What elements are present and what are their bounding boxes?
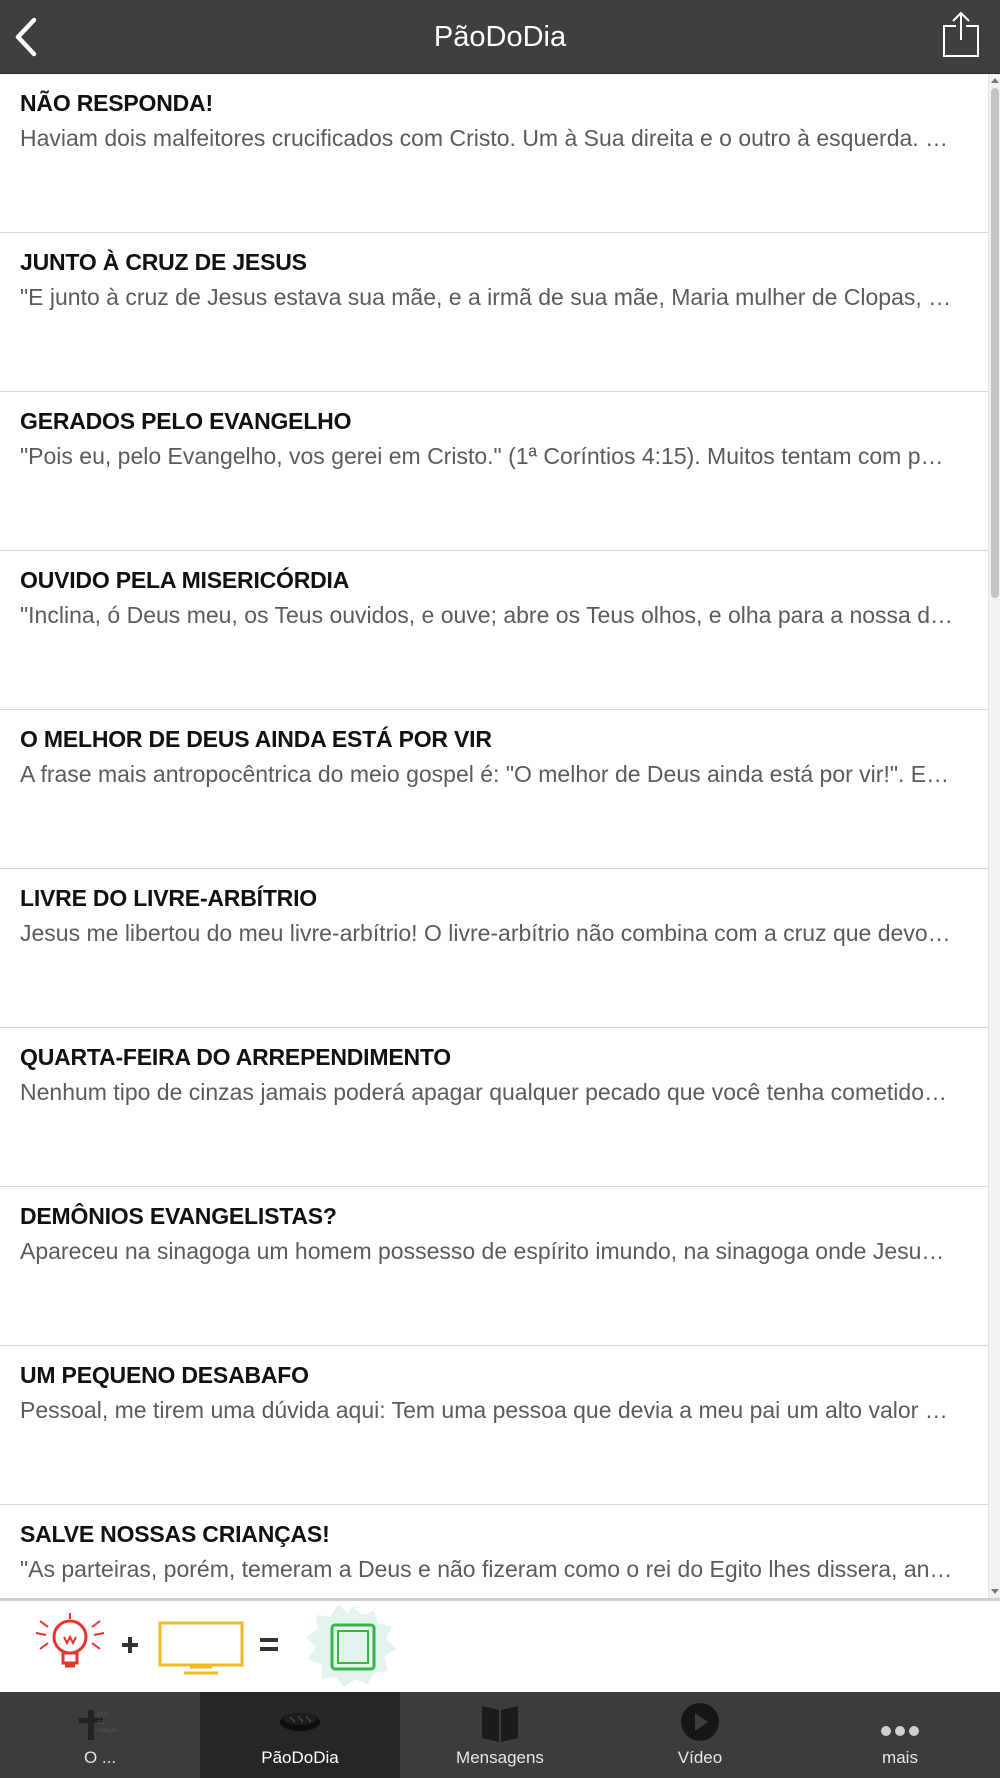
list-item[interactable] [0, 869, 988, 1028]
scroll-up-arrow-icon[interactable] [991, 78, 999, 83]
item-title: JUNTO À CRUZ DE JESUS [20, 249, 307, 275]
tab-video[interactable] [600, 1692, 800, 1778]
item-excerpt: A frase mais antropocêntrica do meio gospel é: "O melhor de Deus ainda está por vir!". E… [20, 761, 950, 787]
book-icon [470, 1698, 530, 1744]
item-excerpt: Nenhum tipo de cinzas jamais poderá apagar qualquer pecado que você tenha cometido… [20, 1079, 947, 1105]
item-excerpt: "E junto à cruz de Jesus estava sua mãe, e a irmã de sua mãe, Maria mulher de Clopas, … [20, 284, 952, 310]
item-excerpt: Haviam dois malfeitores crucificados com Cristo. Um à Sua direita e o outro à esquerda. … [20, 125, 949, 151]
tab-mensagens[interactable] [400, 1692, 600, 1778]
tab-label: Mensagens [456, 1748, 544, 1767]
tab-bar [0, 1692, 1000, 1778]
tab-label: mais [882, 1748, 918, 1767]
chevron-left-icon [8, 12, 52, 62]
svg-text:cruz: cruz [97, 1712, 109, 1718]
item-excerpt: Jesus me libertou do meu livre-arbítrio! O livre-arbítrio não combina com a cruz que devo… [20, 920, 951, 946]
item-excerpt: Pessoal, me tirem uma dúvida aqui: Tem uma pessoa que devia a meu pai um alto valor … [20, 1397, 948, 1423]
plus-icon [122, 1637, 138, 1653]
item-excerpt: "Inclina, ó Deus meu, os Teus ouvidos, e ouve; abre os Teus olhos, e olha para a nossa d… [20, 602, 953, 628]
list-item[interactable] [0, 551, 988, 710]
lightbulb-icon [36, 1613, 104, 1666]
list-item[interactable] [0, 1505, 988, 1598]
page-title: PãoDoDia [433, 21, 567, 53]
item-title: UM PEQUENO DESABAFO [20, 1362, 309, 1388]
list-item[interactable] [0, 233, 988, 392]
list-scrollbar[interactable] [988, 74, 1000, 1598]
item-title: GERADOS PELO EVANGELHO [20, 408, 352, 434]
nav-bar [0, 0, 1000, 74]
list-item[interactable] [0, 1187, 988, 1346]
tab-o[interactable] [0, 1692, 200, 1778]
item-title: QUARTA-FEIRA DO ARREPENDIMENTO [20, 1044, 452, 1070]
play-icon [670, 1698, 730, 1744]
item-title: O MELHOR DE DEUS AINDA ESTÁ POR VIR [20, 726, 492, 752]
monitor-icon [160, 1623, 242, 1673]
list-item[interactable] [0, 1028, 988, 1187]
share-icon [940, 10, 984, 60]
list-item[interactable] [0, 710, 988, 869]
item-excerpt: "Pois eu, pelo Evangelho, vos gerei em Cristo." (1ª Coríntios 4:15). Muitos tentam com p… [20, 443, 944, 469]
list-item[interactable] [0, 74, 988, 233]
bread-icon [270, 1698, 330, 1744]
tab-label: PãoDoDia [261, 1748, 339, 1767]
item-title: SALVE NOSSAS CRIANÇAS! [20, 1521, 330, 1547]
item-title: DEMÔNIOS EVANGELISTAS? [20, 1203, 337, 1229]
scroll-thumb[interactable] [991, 88, 999, 598]
list-item[interactable] [0, 1346, 988, 1505]
item-excerpt: "As parteiras, porém, temeram a Deus e não fizeram como o rei do Egito lhes dissera, an… [20, 1556, 953, 1582]
item-title: NÃO RESPONDA! [20, 90, 213, 116]
tab-mais[interactable] [800, 1692, 1000, 1778]
svg-text:da: da [97, 1720, 104, 1726]
list-item[interactable] [0, 392, 988, 551]
item-title: LIVRE DO LIVRE-ARBÍTRIO [20, 885, 317, 911]
share-button[interactable] [940, 10, 984, 60]
articles-list[interactable] [0, 74, 988, 1598]
svg-text:rejeição: rejeição [97, 1728, 119, 1734]
tablet-icon [306, 1605, 396, 1687]
tab-label: O ... [83, 1748, 117, 1767]
cross-logo-icon [70, 1698, 130, 1744]
tab-label: Vídeo [677, 1748, 723, 1767]
back-button[interactable] [8, 12, 52, 62]
more-dots-icon [870, 1698, 930, 1744]
scroll-down-arrow-icon[interactable] [991, 1589, 999, 1594]
equals-icon [260, 1640, 278, 1649]
item-title: OUVIDO PELA MISERICÓRDIA [20, 567, 350, 593]
tab-paododia[interactable] [200, 1692, 400, 1778]
item-excerpt: Apareceu na sinagoga um homem possesso de espírito imundo, na sinagoga onde Jesu… [20, 1238, 945, 1264]
promo-banner[interactable] [0, 1598, 1000, 1692]
